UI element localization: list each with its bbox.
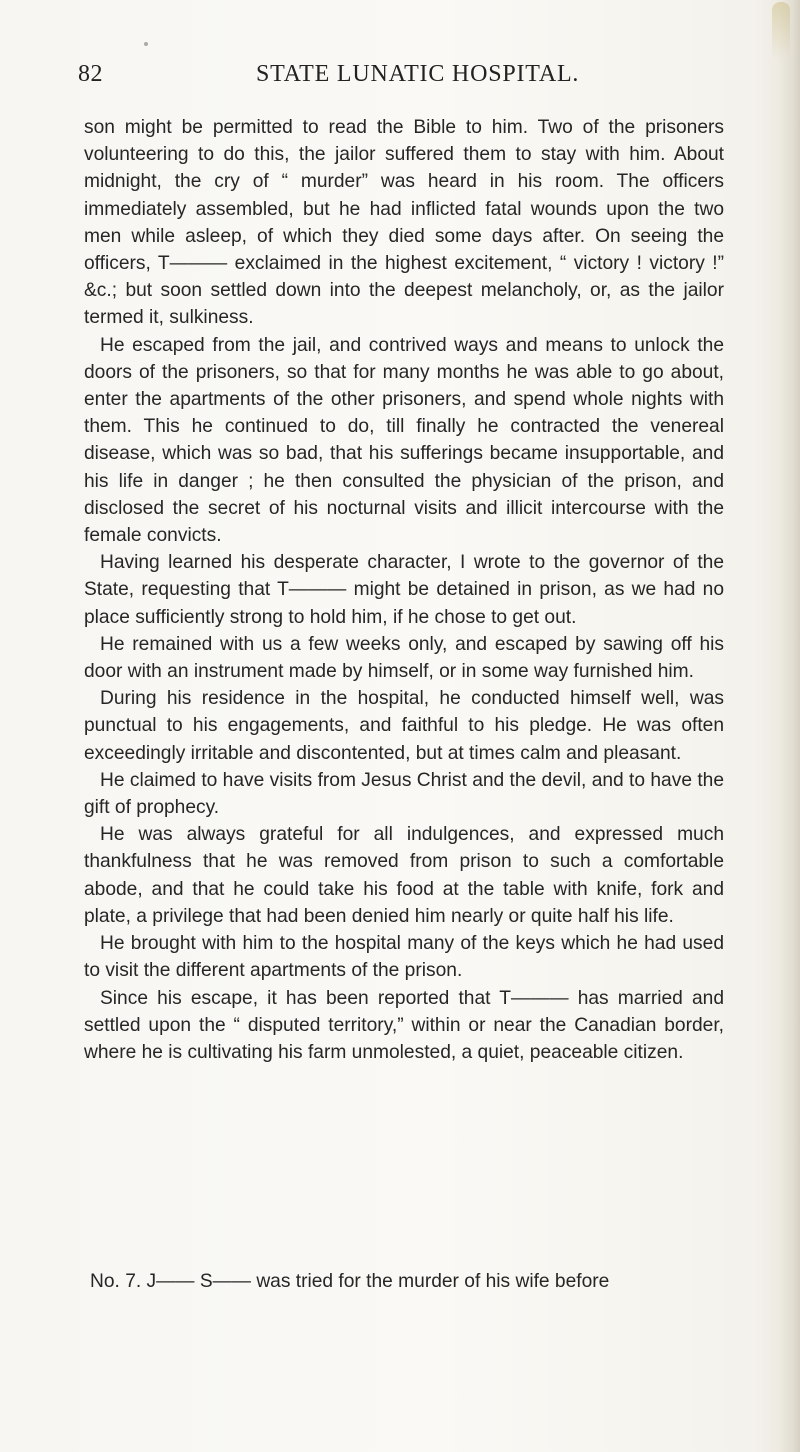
running-head: STATE LUNATIC HOSPITAL.	[256, 61, 580, 87]
paragraph-escape-from-jail: He escaped from the jail, and contrived ways and means to unlock the doors of the prisoners, so that for many months he was able to go about, enter the apartments of the other prisoners, and spend whole nights with them. This he continued to do, till finally he contracted the venereal disease, which was so bad, that his sufferings became insupportable, and his life in danger ; he then consulted the physician of the prison, and disclosed the secret of his nocturnal visits and illicit intercourse with the female convicts.	[84, 334, 724, 547]
page-header	[78, 61, 718, 91]
body-text	[84, 114, 724, 1066]
ink-speck	[144, 42, 148, 46]
paragraph-escape-from-hospital: He remained with us a few weeks only, and escaped by sawing off his door with an instrument made by himself, or in some way furnished him.	[84, 633, 724, 683]
paragraph-visits: He claimed to have visits from Jesus Christ and the devil, and to have the gift of prophecy.	[84, 769, 724, 819]
page-corner-stain	[772, 2, 790, 60]
paragraph-continuation: son might be permitted to read the Bible to him. Two of the prisoners volunteering to do this, the jailor suffered them to stay with him. About midnight, the cry of “ murder” was heard in his room. The officers immediately assembled, but he had inflicted fatal wounds upon the two men while asleep, of which they died some days after. On seeing the officers, T——— exclaimed in the highest excitement, “ victory ! victory !” &c.; but soon settled down into the deepest melancholy, or, as the jailor termed it, sulkiness.	[84, 117, 724, 329]
page-edge-shadow	[778, 0, 800, 1452]
paragraph-keys: He brought with him to the hospital many of the keys which he had used to visit the different apartments of the prison.	[84, 933, 724, 982]
paragraph-after-escape: Since his escape, it has been reported that T——— has married and settled upon the “ disputed territory,” within or near the Canadian border, where he is cultivating his farm unmolested, a quiet, peaceable citizen.	[84, 987, 724, 1063]
case-number-line: No. 7. J—— S—— was tried for the murder of his wife before	[90, 1271, 610, 1292]
paragraph-gratitude: He was always grateful for all indulgences, and expressed much thankfulness that he was removed from prison to such a comfortable abode, and that he could take his food at the table with knife, fork and plate, a privilege that had been denied him nearly or quite half his life.	[84, 824, 724, 927]
page-number: 82	[78, 61, 103, 87]
paragraph-letter-to-governor: Having learned his desperate character, I wrote to the governor of the State, requesting that T——— might be detained in prison, as we had no place sufficiently strong to hold him, if he chose to get out.	[84, 552, 724, 628]
paragraph-conduct: During his residence in the hospital, he conducted himself well, was punctual to his engagements, and faithful to his pledge. He was often exceedingly irritable and discontented, but at times calm and pleasant.	[84, 688, 724, 764]
